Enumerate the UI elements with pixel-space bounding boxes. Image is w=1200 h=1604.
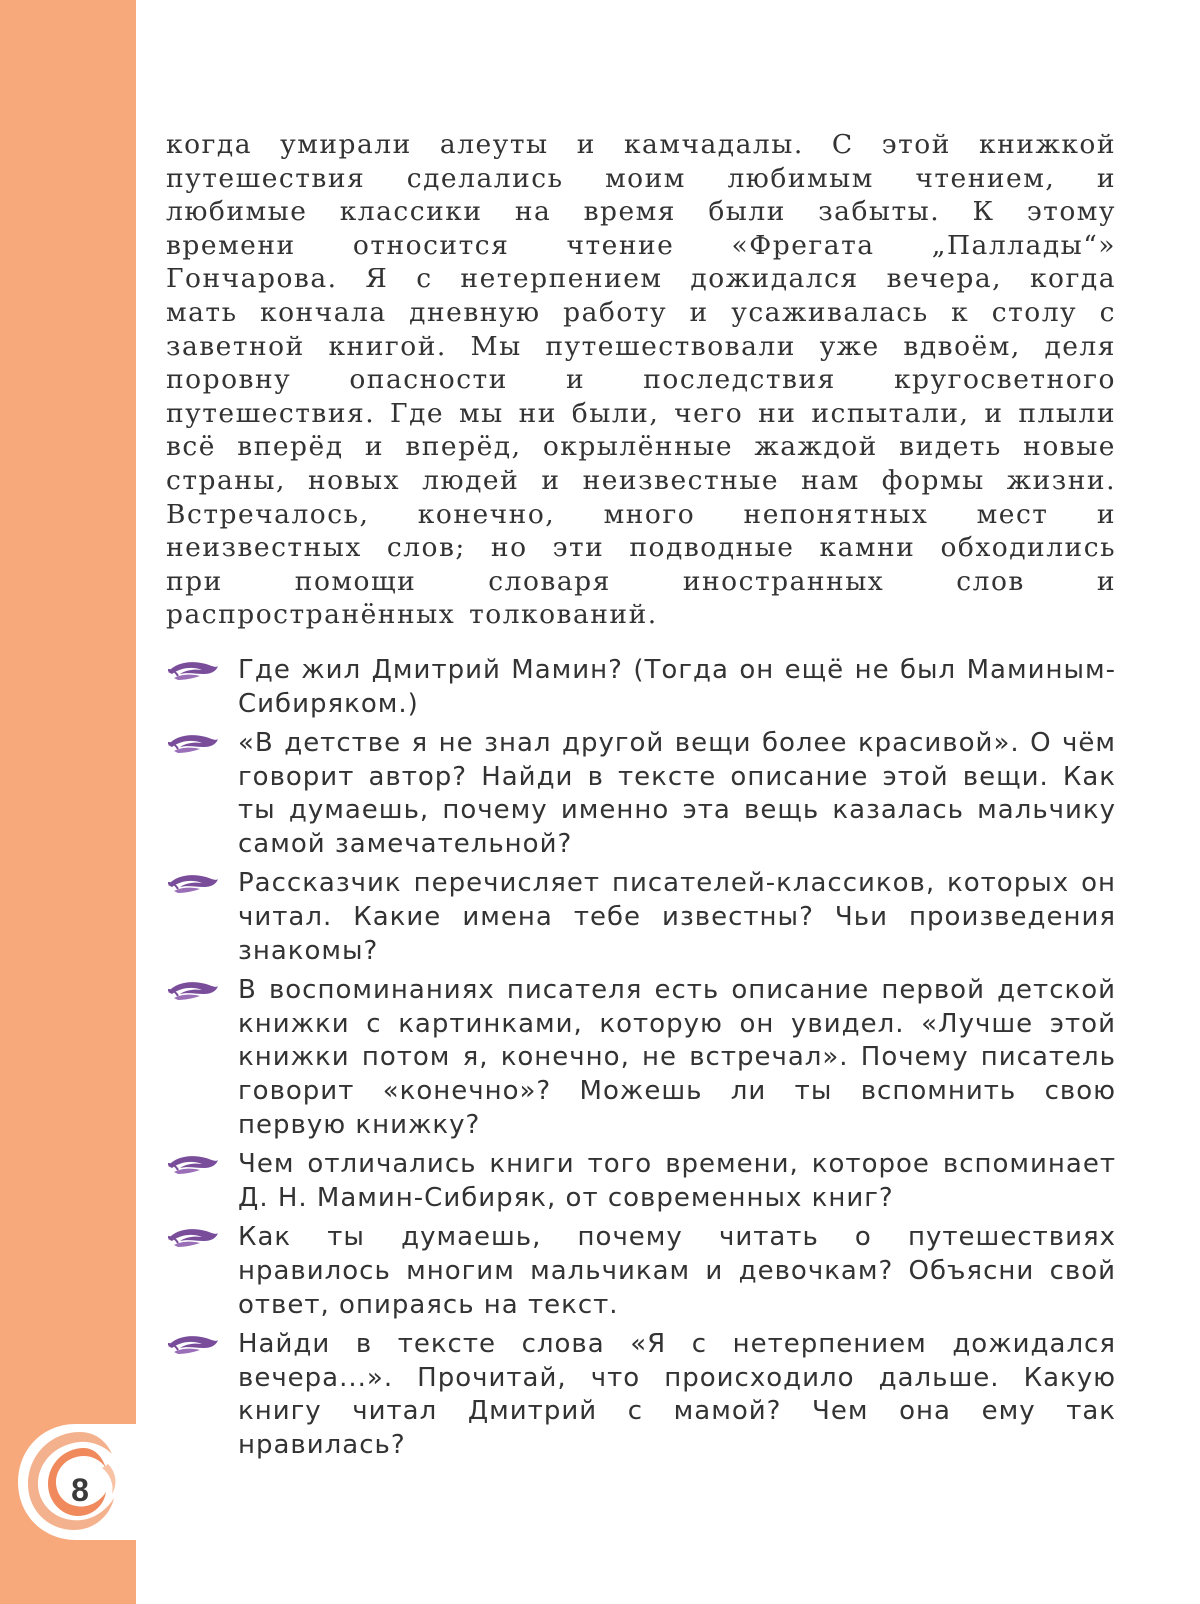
feather-icon xyxy=(166,729,220,757)
side-bar xyxy=(0,0,136,1604)
page-number: 8 xyxy=(71,1471,89,1508)
question-text: Рассказчик перечисляет писателей-классиков, которых он читал. Какие имена тебе известны? Чьи произведения знакомы? xyxy=(238,868,1116,966)
question-text: Найди в тексте слова «Я с нетерпением дожидался вечера...». Прочитай, что происходило дальше. Какую книгу читал Дмитрий с мамой? Чем она ему так нравилась? xyxy=(238,1329,1116,1460)
question-item-2 xyxy=(166,727,1116,861)
question-item-1 xyxy=(166,654,1116,721)
feather-icon xyxy=(166,1150,220,1178)
page-number-badge xyxy=(14,1418,138,1542)
content xyxy=(166,128,1116,1469)
question-item-3 xyxy=(166,867,1116,968)
question-item-7 xyxy=(166,1328,1116,1462)
feather-icon xyxy=(166,656,220,684)
main-text: когда умирали алеуты и камчадалы. С этой книжкой путешествия сделались моим любимым чтением, и любимые классики на время были забыты. К этому времени относится чтение «Фрегата „Паллады“» Гончарова. Я с нетерпением дожидался вечера, когда мать кончала дневную работу и усаживалась к столу с заветной книгой. Мы путешествовали уже вдвоём, деля поровну опасности и последствия кругосветного путешествия. Где мы ни были, чего ни испытали, и плыли всё вперёд и вперёд, окрылённые жаждой видеть новые страны, новых людей и неизвестные нам формы жизни. Встречалось, конечно, много непонятных мест и неизвестных слов; но эти подводные камни обходились при помощи словаря иностранных слов и распространённых толкований. xyxy=(166,129,1116,631)
questions-list xyxy=(166,654,1116,1463)
question-text: В воспоминаниях писателя есть описание первой детской книжки с картинками, которую он увидел. «Лучше этой книжки потом я, конечно, не встречал». Почему писатель говорит «конечно»? Можешь ли ты вспомнить свою первую книжку? xyxy=(238,975,1116,1140)
question-text: Где жил Дмитрий Мамин? (Тогда он ещё не был Маминым-Сибиряком.) xyxy=(238,654,1116,719)
question-text: Как ты думаешь, почему читать о путешествиях нравилось многим мальчикам и девочкам? Объясни свой ответ, опираясь на текст. xyxy=(238,1222,1116,1320)
feather-icon xyxy=(166,976,220,1004)
question-text: «В детстве я не знал другой вещи более красивой». О чём говорит автор? Найди в тексте описание этой вещи. Как ты думаешь, почему именно эта вещь казалась мальчику самой замечательной? xyxy=(238,728,1116,859)
question-item-6 xyxy=(166,1221,1116,1322)
question-item-5 xyxy=(166,1148,1116,1215)
feather-icon xyxy=(166,869,220,897)
feather-icon xyxy=(166,1330,220,1358)
question-text: Чем отличались книги того времени, которое вспоминает Д. Н. Мамин-Сибиряк, от современных книг? xyxy=(238,1149,1116,1213)
question-item-4 xyxy=(166,974,1116,1142)
feather-icon xyxy=(166,1223,220,1251)
